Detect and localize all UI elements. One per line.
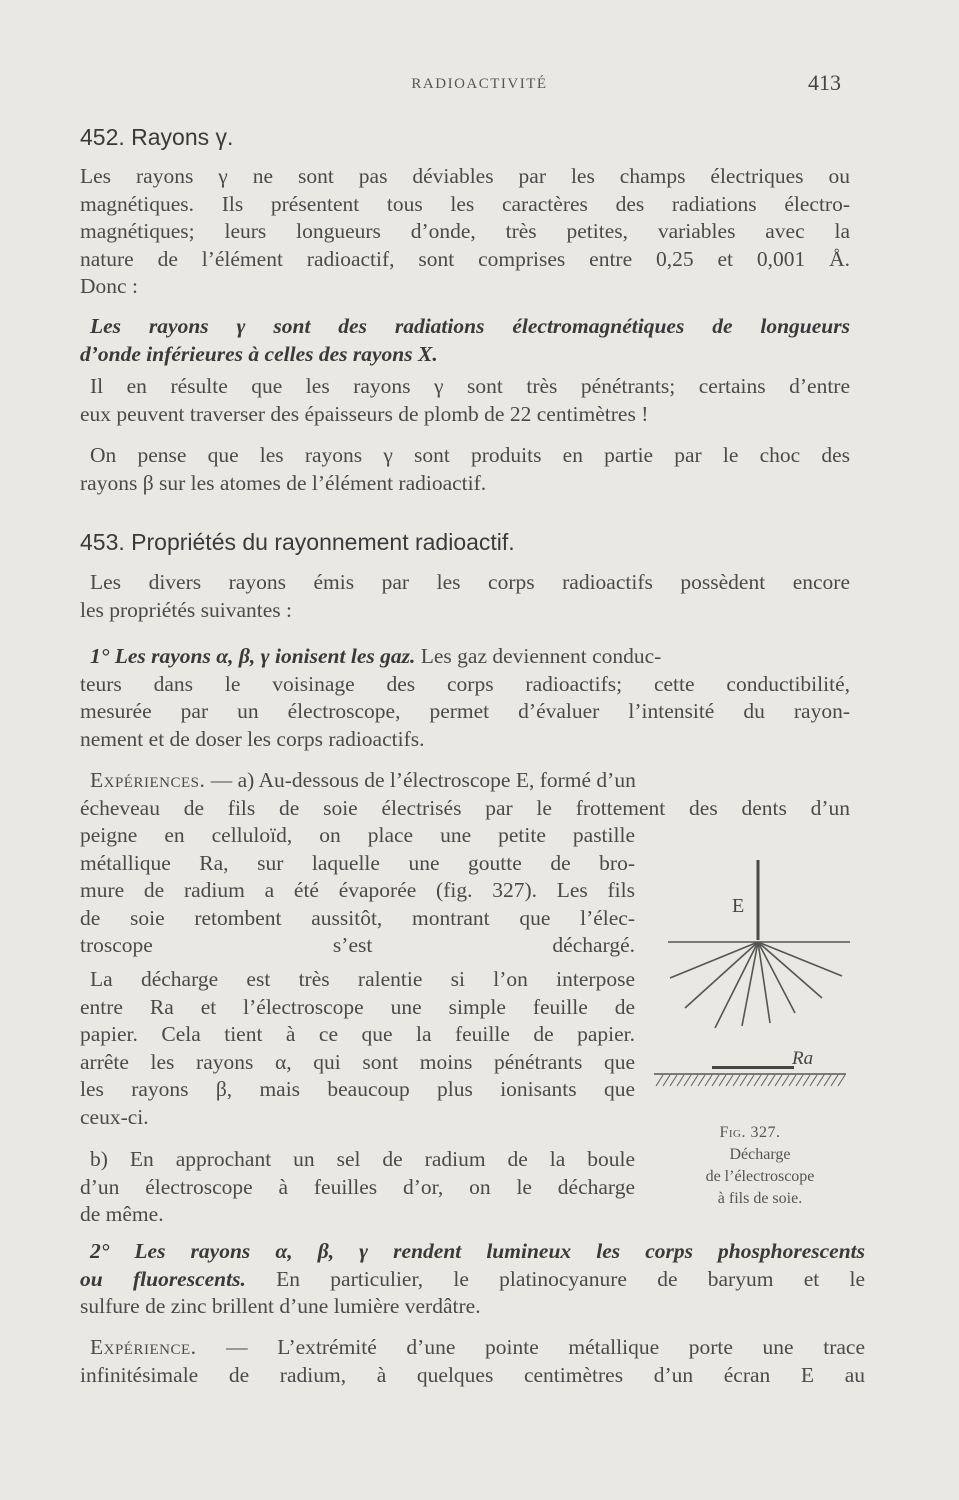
caption-line: Décharge — [729, 1146, 791, 1163]
text-line: ceux-ci. — [80, 1104, 149, 1129]
radium-pellet — [712, 1066, 794, 1069]
text-line: peigne en celluloïd, on place une petite pastille — [80, 823, 635, 847]
section-452-conclusion — [80, 313, 850, 368]
section-453-heading: 453. Propriétés du rayonnement radioactif. — [80, 529, 515, 555]
text-line: arrête les rayons α, qui sont moins pénétrants que — [80, 1049, 635, 1074]
text-line: Les rayons γ ne sont pas déviables par les champs électriques ou — [80, 164, 850, 188]
figure-327 — [650, 848, 850, 1108]
experience-label: Expérience. — [90, 1335, 197, 1359]
text-line: nement et de doser les corps radioactifs. — [80, 726, 425, 751]
property-2-paragraph — [80, 1238, 865, 1321]
experience-rest: — L’extrémité d’une pointe métallique porte une trace — [196, 1335, 865, 1359]
caption-line: de l’électroscope — [705, 1168, 815, 1185]
text-line: Les rayons γ sont des radiations électromagnétiques de longueurs — [90, 314, 850, 338]
figure-327-caption — [660, 1122, 860, 1210]
text-line: de soie retombent aussitôt, montrant que l’élec- — [80, 905, 635, 930]
section-452-paragraph-3 — [80, 373, 850, 428]
text-line: Les divers rayons émis par les corps radioactifs possèdent encore — [90, 570, 850, 594]
text-line: papier. Cela tient à ce que la feuille de papier. — [80, 1022, 635, 1046]
experiment-a-paragraph-cont — [80, 822, 635, 960]
silk-thread — [758, 942, 842, 976]
text-line — [80, 767, 850, 795]
caption-figure-label: Fig. 327. — [719, 1124, 781, 1141]
text-line: infinitésimale de radium, à quelques centimètres d’un écran E au — [80, 1362, 865, 1387]
text-line: entre Ra et l’électroscope une simple feuille de — [80, 994, 635, 1019]
text-line: de même. — [80, 1202, 164, 1226]
silk-threads-fan — [670, 942, 842, 1028]
text-line: teurs dans le voisinage des corps radioactifs; cette conductibilité, — [80, 671, 850, 696]
silk-thread — [670, 942, 758, 978]
silk-thread — [715, 942, 758, 1028]
silk-thread — [758, 942, 822, 998]
experiment-b-paragraph — [80, 1146, 635, 1229]
text-line: les rayons β, mais beaucoup plus ionisants que — [80, 1077, 635, 1101]
text-line: b) En approchant un sel de radium de la boule — [90, 1147, 635, 1171]
text-line: 2° Les rayons α, β, γ rendent lumineux les corps phosphorescents — [90, 1239, 865, 1263]
text-line: écheveau de fils de soie électrisés par le frottement des dents d’un — [80, 795, 850, 820]
experiment-a-paragraph — [80, 767, 850, 822]
text-line: magnétiques. Ils présentent tous les caractères des radiations électro- — [80, 191, 850, 216]
text-line — [80, 1334, 865, 1362]
section-452-paragraph-1 — [80, 163, 850, 301]
text-line: Il en résulte que les rayons γ sont très pénétrants; certains d’entre — [90, 374, 850, 398]
property-1-lead: 1° Les rayons α, β, γ ionisent les gaz. — [90, 644, 416, 668]
text-line: rayons β sur les atomes de l’élément radioactif. — [80, 470, 487, 495]
text-line: eux peuvent traverser des épaisseurs de plomb de 22 centimètres ! — [80, 401, 649, 426]
text-line: La décharge est très ralentie si l’on interpose — [90, 967, 635, 991]
text-line: mure de radium a été évaporée (fig. 327). Les fils — [80, 878, 635, 902]
section-452-paragraph-4 — [80, 442, 850, 497]
base-hatching — [656, 1075, 845, 1086]
page-number: 413 — [808, 70, 841, 95]
text-line: d’un électroscope à feuilles d’or, on le décharge — [80, 1174, 635, 1199]
property-1-paragraph — [80, 643, 850, 753]
experiences-label: Expériences. — [90, 768, 206, 792]
text-line: magnétiques; leurs longueurs d’onde, très petites, variables avec la — [80, 219, 850, 243]
text-line: troscope s’est déchargé. — [80, 933, 635, 957]
text-line: d’onde inférieures à celles des rayons X. — [80, 341, 438, 366]
property-2-lead-cont: ou fluorescents. — [80, 1266, 246, 1291]
text-line — [80, 643, 850, 671]
text-line — [80, 1266, 865, 1294]
experiment-a-rest: — a) Au-dessous de l’électroscope E, formé d’un — [205, 768, 636, 792]
text-line: sulfure de zinc brillent d’une lumière verdâtre. — [80, 1294, 481, 1318]
text-line: métallique Ra, sur laquelle une goutte de bro- — [80, 850, 635, 875]
text-line: Donc : — [80, 274, 138, 298]
experience-paragraph — [80, 1334, 865, 1389]
label-e: E — [732, 895, 745, 917]
text-line: les propriétés suivantes : — [80, 597, 292, 622]
running-header: RADIOACTIVITÉ — [411, 76, 548, 92]
property-1-rest: Les gaz deviennent conduc- — [415, 644, 662, 668]
label-ra: Ra — [792, 1048, 814, 1069]
text-line: On pense que les rayons γ sont produits en partie par le choc des — [90, 443, 850, 467]
text-line: nature de l’élément radioactif, sont comprises entre 0,25 et 0,001 Å. — [80, 246, 850, 271]
text-line: mesurée par un électroscope, permet d’évaluer l’intensité du rayon- — [80, 699, 850, 723]
electroscope-diagram — [650, 848, 850, 1108]
section-452-heading: 452. Rayons γ. — [80, 124, 234, 150]
property-2-rest: En particulier, le platinocyanure de baryum et le — [245, 1266, 865, 1291]
caption-line: à fils de soie. — [717, 1190, 803, 1207]
section-453-intro — [80, 569, 850, 624]
decharge-paragraph — [80, 966, 635, 1131]
